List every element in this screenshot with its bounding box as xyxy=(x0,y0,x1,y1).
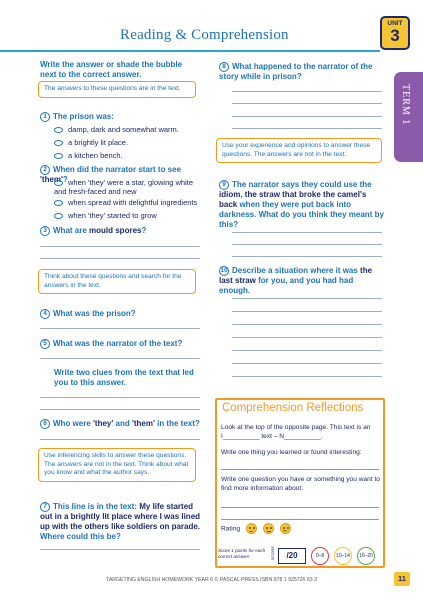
question-8: 8 What happened to the narrator of the story while in prison? xyxy=(219,62,373,82)
note-answers-in-text: The answers to these questions are in the text. xyxy=(38,81,196,98)
question-10: 10 Describe a situation where it was the last straw for you, and you had had enough. xyxy=(219,266,373,296)
reflections-learned: Write one thing you learned or found interesting: xyxy=(221,449,362,456)
answer-line[interactable] xyxy=(232,256,382,257)
answer-line[interactable] xyxy=(232,376,382,377)
answer-line[interactable] xyxy=(40,358,200,359)
rating-label: Rating xyxy=(221,525,241,533)
unit-number: 3 xyxy=(390,26,400,45)
score-range-low: 0–8 xyxy=(311,547,329,565)
question-number: 4 xyxy=(40,309,50,319)
question-2: 2 When did the narrator start to see 'them'? xyxy=(40,165,182,185)
note-inference: Use inferencing skills to answer these questions. The answers are not in the text. Think about what you know and what the author says. xyxy=(38,448,196,482)
question-number: 3 xyxy=(40,226,50,236)
score-range-mid: 10–14 xyxy=(334,547,352,565)
answer-line[interactable] xyxy=(232,324,382,325)
answer-line[interactable] xyxy=(40,397,200,398)
question-5: 5 What was the narrator of the text? xyxy=(40,339,200,349)
answer-bubble[interactable] xyxy=(54,180,63,186)
answer-line[interactable] xyxy=(221,519,379,520)
answer-line[interactable] xyxy=(232,232,382,233)
question-number: 2 xyxy=(40,165,50,175)
answer-bubble[interactable] xyxy=(54,140,63,146)
note-think-search: Think about these questions and search for the answers in the text. xyxy=(38,269,196,294)
answer-line[interactable] xyxy=(221,507,379,508)
answer-line[interactable] xyxy=(232,298,382,299)
question-5-followup: Write two clues from the text that led you to this answer. xyxy=(54,368,194,387)
unit-label: UNIT xyxy=(387,20,403,27)
answer-line[interactable] xyxy=(232,91,382,92)
score-range-high: 16–20 xyxy=(357,547,375,565)
q2-option-2[interactable]: when spread with delightful ingredients xyxy=(54,198,197,207)
answer-line[interactable] xyxy=(40,246,200,247)
question-number: 5 xyxy=(40,339,50,349)
q1-option-2[interactable]: a brightly lit place. xyxy=(54,138,128,147)
page-title: Reading & Comprehension xyxy=(120,27,289,43)
question-number: 10 xyxy=(220,267,228,274)
question-number: 8 xyxy=(219,62,229,72)
answer-line[interactable] xyxy=(232,116,382,117)
question-3: 3 What are mould spores? xyxy=(40,226,200,236)
answer-line[interactable] xyxy=(232,244,382,245)
reflections-title: Comprehension Reflections xyxy=(222,402,364,414)
answer-line[interactable] xyxy=(232,337,382,338)
question-9: 9 The narrator says they could use the idiom, the straw that broke the camel's back when they were put back into darkness. What do you think they meant by this? xyxy=(219,180,384,230)
answer-line[interactable] xyxy=(221,469,379,470)
q2-option-1[interactable]: when 'they' were a star, glowing white and fresh-faced and new xyxy=(54,178,194,196)
question-1 xyxy=(40,112,200,122)
answer-line[interactable] xyxy=(232,128,382,129)
note-experience: Use your experience and opinions to answer these questions. The answers are not in the text. xyxy=(216,138,382,163)
answer-line[interactable] xyxy=(232,103,382,104)
answer-line[interactable] xyxy=(232,350,382,351)
answer-line[interactable] xyxy=(40,409,200,410)
answer-line[interactable] xyxy=(40,549,200,550)
question-6: 6 Who were 'they' and 'them' in the text? xyxy=(40,419,210,429)
question-1-text: The prison was: xyxy=(53,112,114,122)
q2-option-3[interactable]: when 'they' started to grow xyxy=(54,211,157,220)
neutral-face-icon[interactable] xyxy=(263,523,274,534)
answer-bubble[interactable] xyxy=(54,200,63,206)
score-box[interactable]: /20 xyxy=(278,548,306,564)
answer-line[interactable] xyxy=(40,439,200,440)
score-note: Score 1 points for each correct answer! xyxy=(218,548,266,559)
question-number: 1 xyxy=(40,112,50,122)
question-4: 4 What was the prison? xyxy=(40,309,200,319)
question-number: 9 xyxy=(219,180,229,190)
answer-bubble[interactable] xyxy=(54,213,63,219)
answer-line[interactable] xyxy=(40,258,200,259)
q1-option-1[interactable]: damp, dark and somewhat warm. xyxy=(54,125,179,134)
answer-line[interactable] xyxy=(232,363,382,364)
answer-bubble[interactable] xyxy=(54,153,63,159)
answer-bubble[interactable] xyxy=(54,127,63,133)
happy-face-icon[interactable] xyxy=(246,523,257,534)
term-tab-label: TERM 1 xyxy=(400,84,411,126)
score-label: SCORE xyxy=(270,546,275,561)
footer-text: TARGETING ENGLISH HOMEWORK YEAR 6 © PASCAL PRESS ISBN 978 1 925726 63 3 xyxy=(106,577,317,583)
main-instruction: Write the answer or shade the bubble next to the correct answer. xyxy=(40,60,183,79)
answer-line[interactable] xyxy=(232,311,382,312)
answer-line[interactable] xyxy=(40,328,200,329)
q1-option-3[interactable]: a kitchen bench. xyxy=(54,151,123,160)
question-number: 6 xyxy=(40,419,50,429)
unit-badge xyxy=(380,16,410,50)
sad-face-icon[interactable] xyxy=(280,523,291,534)
rating-row xyxy=(221,523,381,534)
question-7: 7 This line is in the text: My life started out in a brightly lit place where I was lined up with the others like soldiers on parade. Where could this be? xyxy=(40,502,201,542)
reflections-text-type: Look at the top of the opposite page. This text is an I__________ text – N__________. xyxy=(221,424,371,440)
term-tab xyxy=(394,72,423,162)
reflections-question: Write one question you have or something you want to find more information about: xyxy=(221,476,380,492)
question-number: 7 xyxy=(40,502,50,512)
page-number: 11 xyxy=(394,572,410,586)
